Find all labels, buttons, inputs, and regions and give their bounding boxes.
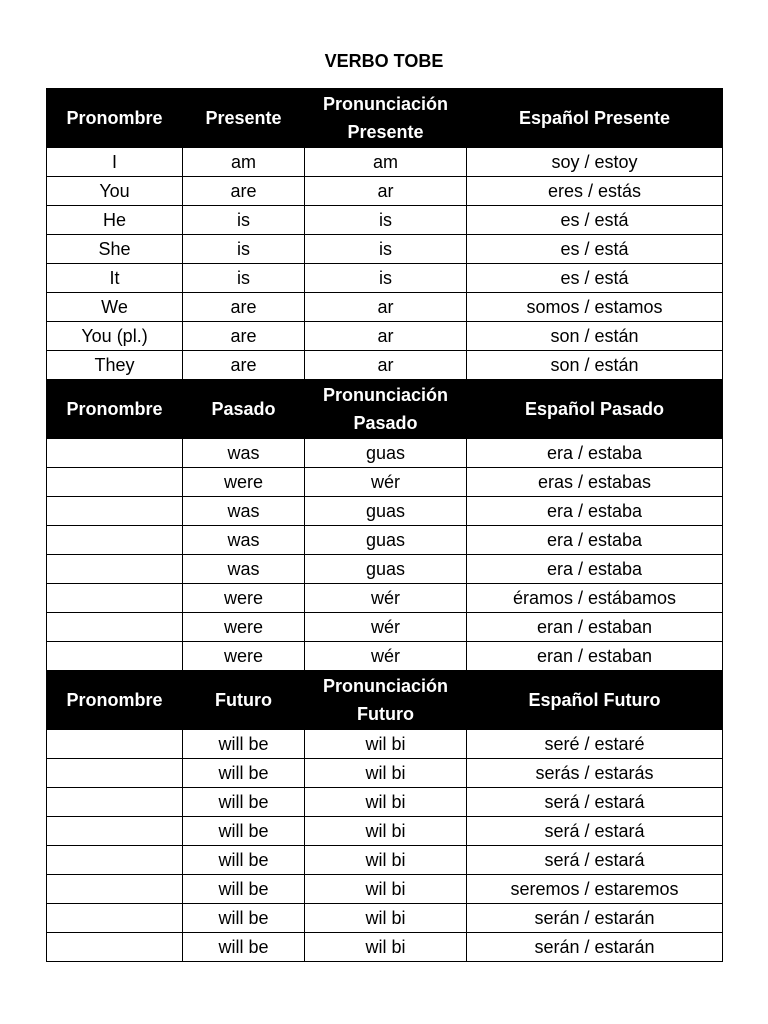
espanol-cell: era / estaba xyxy=(467,555,723,584)
pronunciacion-cell: is xyxy=(305,235,467,264)
verb-cell: will be xyxy=(183,875,305,904)
table-row xyxy=(47,497,723,526)
pronombre-cell xyxy=(47,642,183,671)
pronunciacion-cell: wér xyxy=(305,613,467,642)
verb-cell: are xyxy=(183,293,305,322)
pronombre-cell: You (pl.) xyxy=(47,322,183,351)
verb-cell: are xyxy=(183,351,305,380)
table-row xyxy=(47,788,723,817)
pronombre-cell: She xyxy=(47,235,183,264)
pronunciacion-cell: wil bi xyxy=(305,788,467,817)
verb-cell: is xyxy=(183,206,305,235)
espanol-cell: era / estaba xyxy=(467,439,723,468)
espanol-cell: soy / estoy xyxy=(467,148,723,177)
table-row xyxy=(47,933,723,962)
espanol-cell: eran / estaban xyxy=(467,642,723,671)
verb-cell: will be xyxy=(183,846,305,875)
pronombre-cell: You xyxy=(47,177,183,206)
header-row-pasado xyxy=(47,380,723,439)
pronunciacion-cell: guas xyxy=(305,526,467,555)
pronombre-cell xyxy=(47,555,183,584)
header-pronombre: Pronombre xyxy=(47,671,183,730)
pronunciacion-cell: ar xyxy=(305,322,467,351)
espanol-cell: será / estará xyxy=(467,788,723,817)
table-row xyxy=(47,148,723,177)
table-row xyxy=(47,322,723,351)
header-tense: Pasado xyxy=(183,380,305,439)
espanol-cell: son / están xyxy=(467,351,723,380)
header-pronombre: Pronombre xyxy=(47,89,183,148)
pronunciacion-cell: wér xyxy=(305,642,467,671)
pronunciacion-cell: guas xyxy=(305,439,467,468)
header-row-presente xyxy=(47,89,723,148)
pronunciacion-cell: guas xyxy=(305,555,467,584)
pronombre-cell: I xyxy=(47,148,183,177)
verb-cell: will be xyxy=(183,817,305,846)
espanol-cell: es / está xyxy=(467,264,723,293)
pronunciacion-cell: ar xyxy=(305,177,467,206)
espanol-cell: es / está xyxy=(467,206,723,235)
table-row xyxy=(47,468,723,497)
table-row xyxy=(47,439,723,468)
espanol-cell: serás / estarás xyxy=(467,759,723,788)
page-title: VERBO TOBE xyxy=(324,51,444,71)
verb-cell: will be xyxy=(183,730,305,759)
espanol-cell: serán / estarán xyxy=(467,904,723,933)
pronombre-cell: It xyxy=(47,264,183,293)
pronombre-cell xyxy=(47,817,183,846)
verb-cell: are xyxy=(183,322,305,351)
table-row xyxy=(47,759,723,788)
espanol-cell: eran / estaban xyxy=(467,613,723,642)
table-row xyxy=(47,730,723,759)
pronombre-cell xyxy=(47,759,183,788)
verb-cell: was xyxy=(183,526,305,555)
pronombre-cell xyxy=(47,875,183,904)
table-row xyxy=(47,904,723,933)
verb-table xyxy=(46,88,723,962)
header-tense: Futuro xyxy=(183,671,305,730)
pronombre-cell xyxy=(47,584,183,613)
pronunciacion-cell: is xyxy=(305,264,467,293)
verb-cell: was xyxy=(183,555,305,584)
pronombre-cell xyxy=(47,904,183,933)
verb-cell: were xyxy=(183,584,305,613)
espanol-cell: seremos / estaremos xyxy=(467,875,723,904)
header-pronunciacion: Pronunciación Pasado xyxy=(305,380,467,439)
pronunciacion-cell: wil bi xyxy=(305,846,467,875)
pronunciacion-cell: am xyxy=(305,148,467,177)
pronunciacion-cell: wil bi xyxy=(305,817,467,846)
espanol-cell: era / estaba xyxy=(467,497,723,526)
pronunciacion-cell: wil bi xyxy=(305,933,467,962)
header-row-futuro xyxy=(47,671,723,730)
pronunciacion-cell: ar xyxy=(305,351,467,380)
pronombre-cell xyxy=(47,468,183,497)
verb-cell: will be xyxy=(183,759,305,788)
pronombre-cell xyxy=(47,730,183,759)
table-row xyxy=(47,613,723,642)
espanol-cell: somos / estamos xyxy=(467,293,723,322)
table-row xyxy=(47,206,723,235)
verb-cell: were xyxy=(183,613,305,642)
table-row xyxy=(47,875,723,904)
pronombre-cell xyxy=(47,846,183,875)
verb-cell: will be xyxy=(183,904,305,933)
verb-cell: will be xyxy=(183,788,305,817)
pronunciacion-cell: guas xyxy=(305,497,467,526)
pronunciacion-cell: wil bi xyxy=(305,759,467,788)
header-tense: Presente xyxy=(183,89,305,148)
table-row xyxy=(47,584,723,613)
header-espanol: Español Futuro xyxy=(467,671,723,730)
verb-cell: were xyxy=(183,642,305,671)
pronombre-cell xyxy=(47,613,183,642)
espanol-cell: eras / estabas xyxy=(467,468,723,497)
header-espanol: Español Presente xyxy=(467,89,723,148)
table-row xyxy=(47,642,723,671)
table-row xyxy=(47,526,723,555)
pronombre-cell: He xyxy=(47,206,183,235)
verb-cell: was xyxy=(183,497,305,526)
pronunciacion-cell: ar xyxy=(305,293,467,322)
espanol-cell: será / estará xyxy=(467,817,723,846)
header-espanol: Español Pasado xyxy=(467,380,723,439)
espanol-cell: es / está xyxy=(467,235,723,264)
verb-cell: am xyxy=(183,148,305,177)
table-row xyxy=(47,264,723,293)
header-pronombre: Pronombre xyxy=(47,380,183,439)
pronombre-cell xyxy=(47,788,183,817)
verb-cell: were xyxy=(183,468,305,497)
pronunciacion-cell: wil bi xyxy=(305,730,467,759)
table-row xyxy=(47,177,723,206)
table-row xyxy=(47,235,723,264)
pronombre-cell xyxy=(47,526,183,555)
pronunciacion-cell: wér xyxy=(305,468,467,497)
header-pronunciacion: Pronunciación Presente xyxy=(305,89,467,148)
table-row xyxy=(47,817,723,846)
verb-cell: is xyxy=(183,264,305,293)
espanol-cell: éramos / estábamos xyxy=(467,584,723,613)
espanol-cell: seré / estaré xyxy=(467,730,723,759)
table-body xyxy=(47,89,723,962)
espanol-cell: era / estaba xyxy=(467,526,723,555)
verb-cell: are xyxy=(183,177,305,206)
espanol-cell: será / estará xyxy=(467,846,723,875)
pronombre-cell: They xyxy=(47,351,183,380)
verb-cell: is xyxy=(183,235,305,264)
pronunciacion-cell: wil bi xyxy=(305,875,467,904)
pronunciacion-cell: wér xyxy=(305,584,467,613)
espanol-cell: son / están xyxy=(467,322,723,351)
table-row xyxy=(47,555,723,584)
espanol-cell: serán / estarán xyxy=(467,933,723,962)
table-row xyxy=(47,351,723,380)
espanol-cell: eres / estás xyxy=(467,177,723,206)
pronombre-cell xyxy=(47,933,183,962)
table-row xyxy=(47,293,723,322)
header-pronunciacion: Pronunciación Futuro xyxy=(305,671,467,730)
pronombre-cell xyxy=(47,439,183,468)
pronunciacion-cell: is xyxy=(305,206,467,235)
verb-cell: was xyxy=(183,439,305,468)
pronunciacion-cell: wil bi xyxy=(305,904,467,933)
pronombre-cell: We xyxy=(47,293,183,322)
table-row xyxy=(47,846,723,875)
verb-cell: will be xyxy=(183,933,305,962)
pronombre-cell xyxy=(47,497,183,526)
